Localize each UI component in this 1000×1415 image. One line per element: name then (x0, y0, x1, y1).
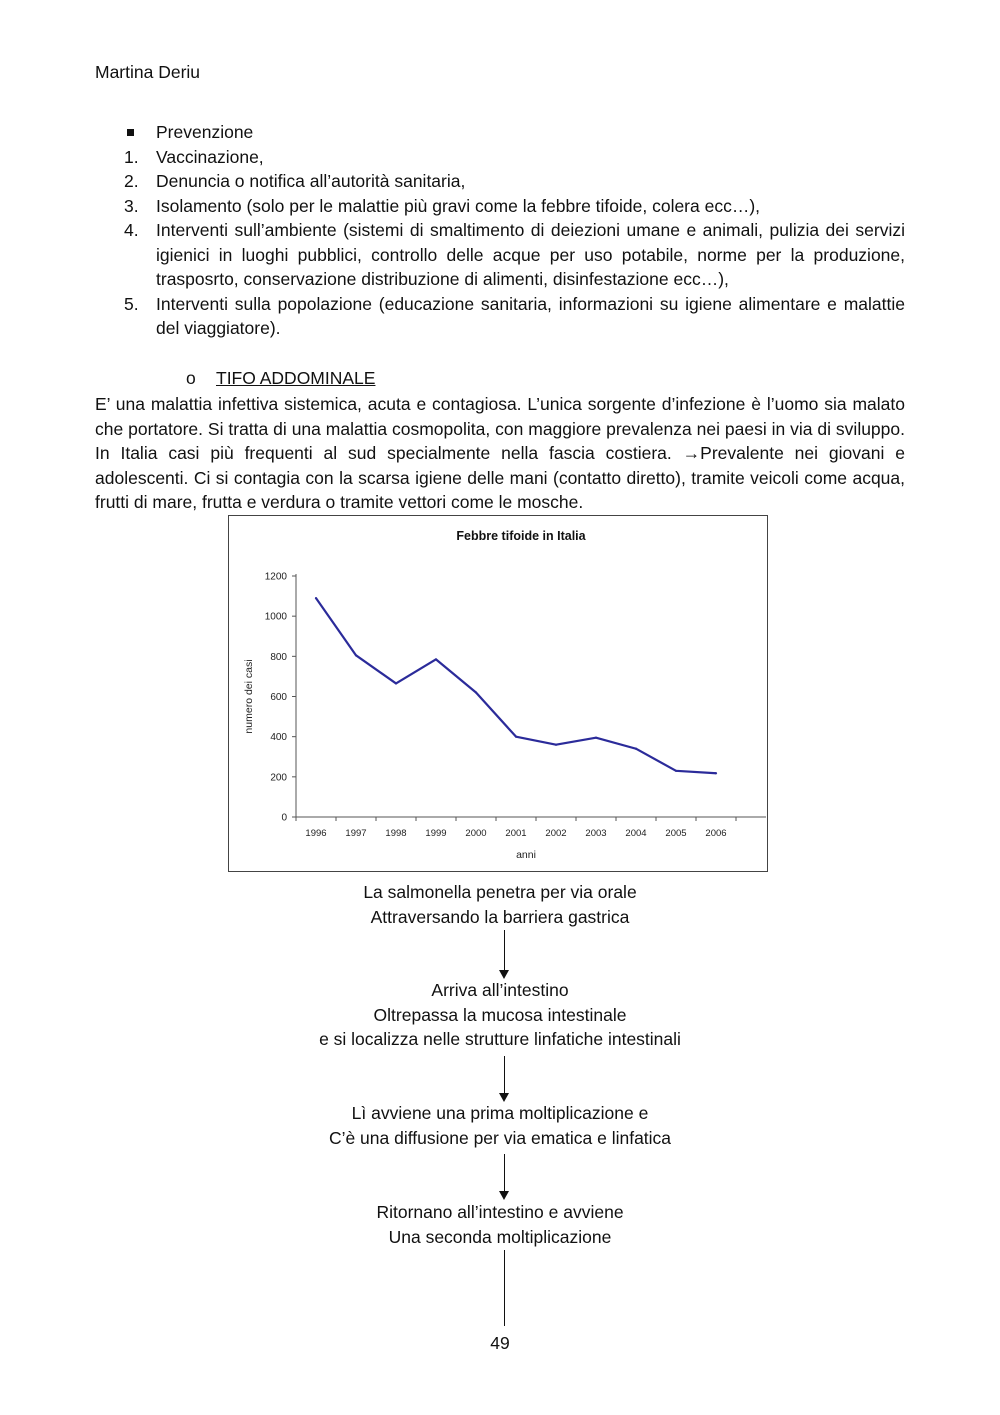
data-point (395, 682, 397, 684)
flow-arrow-line (504, 1056, 505, 1093)
flow-continuation-line (504, 1250, 505, 1326)
y-tick-label: 1000 (264, 611, 287, 623)
data-point (315, 597, 317, 599)
series-line (316, 598, 716, 773)
flow-step-line: Oltrepassa la mucosa intestinale (373, 1004, 627, 1025)
data-point (715, 772, 717, 774)
flow-step-line: Ritornano all’intestino e avviene (376, 1202, 624, 1222)
x-tick-label: 2002 (545, 828, 567, 839)
x-tick-label: 1998 (385, 828, 407, 839)
y-tick-label: 0 (281, 812, 287, 824)
x-tick-label: 2004 (625, 828, 647, 839)
arrow-down-icon (499, 1191, 509, 1200)
right-arrow-icon: → (682, 443, 701, 463)
list-item-text: Isolamento (solo per le malattie più gravi come la febbre tifoide, colera ecc…), (156, 195, 761, 216)
data-point (675, 770, 677, 772)
y-tick-label: 800 (270, 651, 287, 663)
chart-title: Febbre tifoide in Italia (456, 529, 586, 543)
list-marker: 3. (124, 195, 139, 216)
section-heading (186, 368, 375, 389)
list-marker: 1. (124, 146, 139, 167)
page-header-author: Martina Deriu (95, 62, 201, 82)
list-item-text: Denuncia o notifica all’autorità sanitaria, (156, 171, 466, 191)
y-tick-label: 1200 (264, 571, 287, 583)
page-number: 49 (490, 1333, 510, 1353)
flow-arrow-line (504, 1154, 505, 1191)
data-point (555, 744, 557, 746)
flow-step-line: Arriva all’intestino (431, 980, 569, 1000)
flow-step (0, 978, 1000, 1052)
y-tick-label: 200 (270, 772, 287, 784)
list-item (95, 169, 905, 194)
flow-step-line: Attraversando la barriera gastrica (370, 906, 630, 927)
square-bullet-icon (124, 120, 150, 145)
paragraph-text: Prevalente nei giovani e adolescenti. Ci si contagia con la scarsa igiene delle mani (contatto diretto), tramite veicoli come acqua, frutti di mare, frutta e verdura o tramite vettori come le mosche. (95, 443, 905, 512)
flow-step (0, 880, 1000, 929)
section-title: TIFO ADDOMINALE (216, 368, 376, 388)
data-point (515, 736, 517, 738)
data-point (435, 658, 437, 660)
flow-step-line: e si localizza nelle strutture linfatiche intestinali (319, 1029, 681, 1049)
section-paragraph (95, 392, 905, 515)
flow-step (0, 1101, 1000, 1150)
list-item-text: Vaccinazione, (156, 146, 264, 167)
prevention-list (95, 120, 905, 341)
paragraph-text: E’ una malattia infettiva sistemica, acuta e contagiosa. L’unica sorgente d’infezione è l’uomo sia malato che portatore. Si tratta di una malattia cosmopolita, con maggiore prevalenza nei paesi in via di sviluppo. In Italia casi più frequenti al sud specialmente nella fascia costiera. (95, 394, 905, 463)
prevention-heading: Prevenzione (156, 122, 254, 142)
x-axis-label: anni (516, 849, 536, 861)
x-tick-label: 2000 (465, 828, 487, 839)
line-chart (229, 516, 766, 870)
y-axis-label: numero dei casi (243, 659, 255, 734)
circle-bullet-icon: o (186, 368, 196, 388)
list-item (95, 218, 905, 292)
list-item-prevention-heading (95, 120, 905, 145)
flow-step-line: Lì avviene una prima moltiplicazione e (351, 1103, 649, 1123)
x-tick-label: 2005 (665, 828, 687, 839)
chart-frame (228, 515, 768, 872)
y-tick-label: 400 (270, 732, 287, 744)
x-tick-label: 1997 (345, 828, 367, 839)
flow-step-line: Una seconda moltiplicazione (388, 1226, 612, 1247)
list-marker: 2. (124, 171, 139, 191)
list-item (95, 194, 905, 219)
data-point (355, 654, 357, 656)
x-tick-label: 2001 (505, 828, 527, 839)
list-marker: 5. (124, 293, 139, 314)
x-tick-label: 2003 (585, 828, 607, 839)
data-point (635, 748, 637, 750)
list-item (95, 292, 905, 341)
x-tick-label: 2006 (705, 828, 727, 839)
flow-step-line: C’è una diffusione per via ematica e linfatica (328, 1127, 672, 1148)
y-tick-label: 600 (270, 692, 287, 703)
list-item-text: Interventi sull’ambiente (sistemi di smaltimento di deiezioni umane e animali, pulizia dei servizi igienici in luoghi pubblici, controllo delle acque per uso potabile, norme per la produzione, trasposrto, conservazione distribuzione di alimenti, disinfestazione ecc…), (156, 220, 905, 289)
flow-step-line: La salmonella penetra per via orale (363, 882, 637, 902)
list-marker: 4. (124, 220, 139, 240)
list-item (95, 145, 905, 170)
data-point (475, 691, 477, 693)
x-tick-label: 1999 (425, 828, 447, 839)
flow-step (0, 1200, 1000, 1249)
x-tick-label: 1996 (305, 828, 327, 839)
flow-arrow-line (504, 930, 505, 970)
data-point (595, 737, 597, 739)
list-item-text: Interventi sulla popolazione (educazione sanitaria, informazioni su igiene alimentare e malattie del viaggiatore). (156, 293, 905, 338)
